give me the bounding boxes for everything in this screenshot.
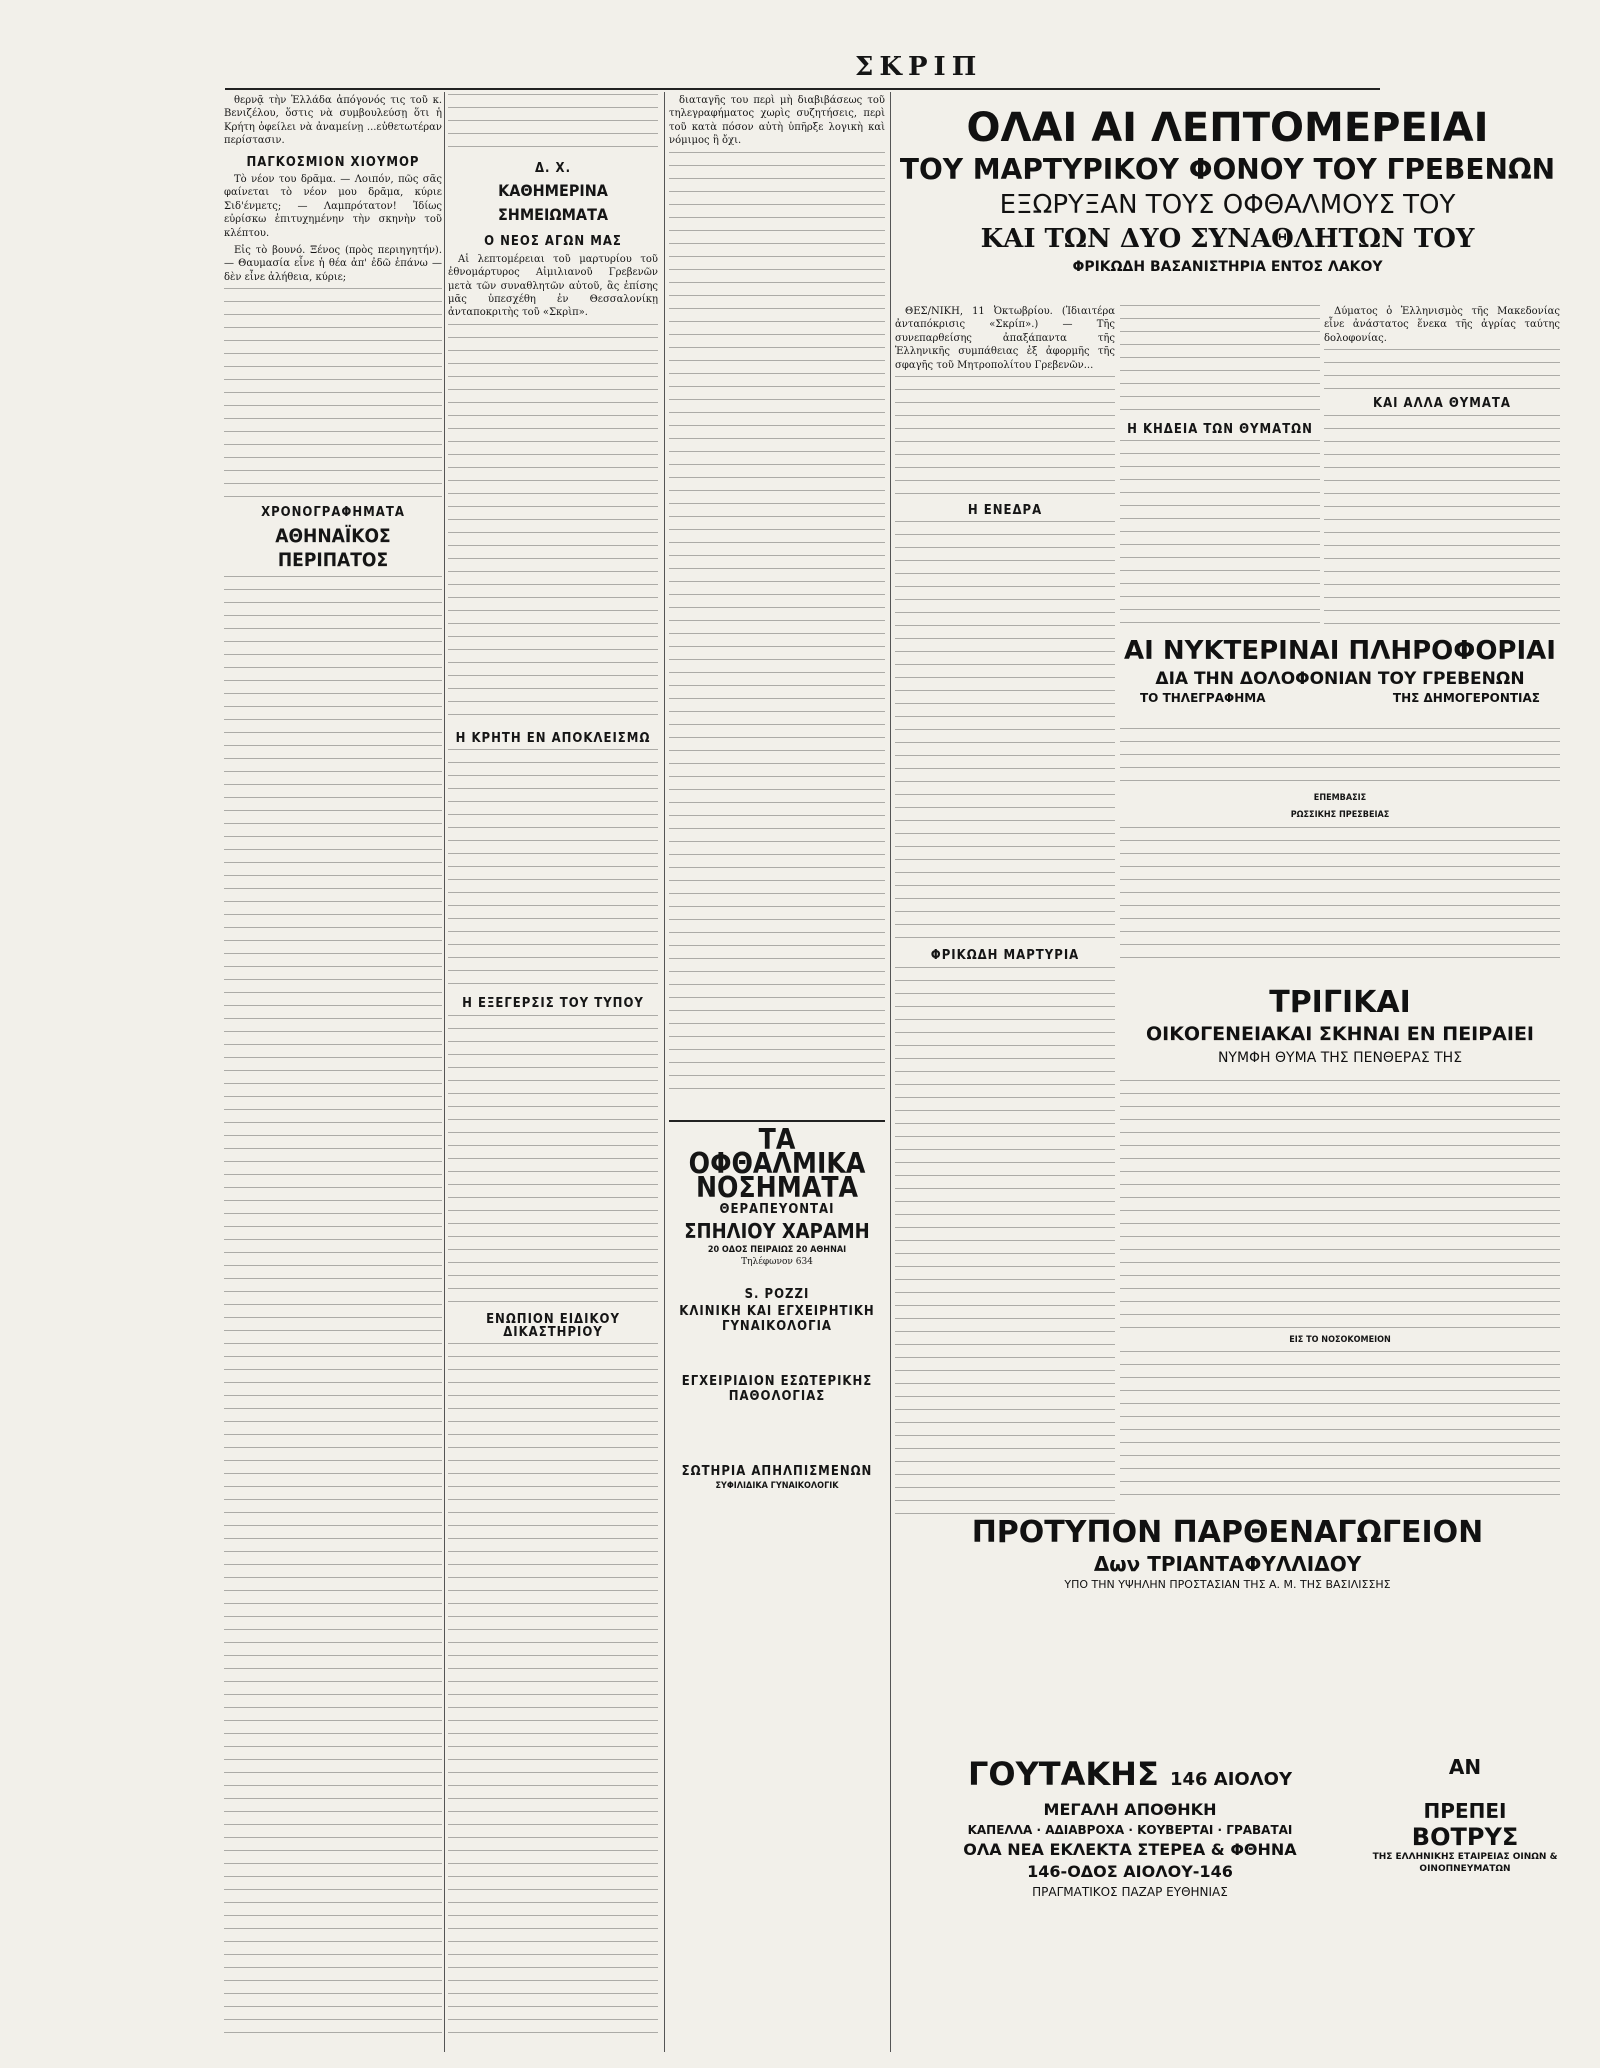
subheading: ΕΠΕΜΒΑΣΙΣ xyxy=(1313,793,1367,803)
article-headline: Η ΕΞΕΓΕΡΣΙΣ ΤΟΥ ΤΥΠΟΥ xyxy=(462,996,644,1012)
article-text: Τὸ νέον του δρᾶμα. — Λοιπόν, πῶς σᾶς φαίνεται τὸ νέον μου δρᾶμα, κύριε Σιδ'ένμετς; — Λαμπρότατον! Ἰδίως εὐρίσκω ἐπιτυχημένην τὴν σκηνὴν τοῦ κλέπτου. xyxy=(224,174,442,239)
text-block xyxy=(895,376,1115,496)
text-block xyxy=(1120,1351,1560,1500)
text-block xyxy=(448,94,658,154)
ad-address: 20 ΟΔΟΣ ΠΕΙΡΑΙΩΣ 20 ΑΘΗΝΑΙ xyxy=(707,1245,847,1255)
subheading: Η ΕΝΕΔΡΑ xyxy=(967,503,1043,519)
masthead: ΣΚΡΙΠ xyxy=(855,52,983,82)
section-heading: ΚΑΘΗΜΕΡΙΝΑ ΣΗΜΕΙΩΜΑΤΑ xyxy=(497,181,609,225)
banner-line: ΑΙ ΝΥΚΤΕΡΙΝΑΙ ΠΛΗΡΟΦΟΡΙΑΙ xyxy=(1124,636,1556,666)
text-block xyxy=(1120,827,1560,958)
column-divider xyxy=(444,92,445,2052)
ad-subtitle: ΘΕΡΑΠΕΥΟΝΤΑΙ xyxy=(719,1202,835,1217)
eye-clinic-ad xyxy=(669,1120,885,1493)
front-banner xyxy=(895,104,1560,278)
column-1 xyxy=(224,94,442,2044)
banner-line: ΤΟΥ ΜΑΡΤΥΡΙΚΟΥ ΦΟΝΟΥ ΤΟΥ ΓΡΕΒΕΝΩΝ xyxy=(899,153,1556,186)
text-block xyxy=(1120,1080,1560,1330)
article-headline: Η ΚΡΗΤΗ ΕΝ ΑΠΟΚΛΕΙΣΜΩ xyxy=(455,730,651,746)
banner-line: ΤΡΙΓΙΚΑΙ xyxy=(1269,985,1411,1020)
subheading: ΦΡΙΚΩΔΗ ΜΑΡΤΥΡΙΑ xyxy=(930,948,1080,964)
column-night-news xyxy=(1120,728,1560,958)
ad-line: 146-ΟΔΟΣ ΑΙΟΛΟΥ-146 xyxy=(1027,1862,1233,1881)
piraeus-banner xyxy=(1120,985,1560,1069)
section-heading: ΠΑΓΚΟΣΜΙΟΝ ΧΙΟΥΜΟΡ xyxy=(246,154,420,170)
ad-line: ΑΝ xyxy=(1448,1755,1482,1779)
book-title: ΚΛΙΝΙΚΗ ΚΑΙ ΕΓΧΕΙΡΗΤΙΚΗ ΓΥΝΑΙΚΟΛΟΓΙΑ xyxy=(679,1304,875,1334)
banner-line: ΟΛΑΙ ΑΙ ΛΕΠΤΟΜΕΡΕΙΑΙ xyxy=(966,105,1489,151)
banner-line: ΦΡΙΚΩΔΗ ΒΑΣΑΝΙΣΤΗΡΙΑ ΕΝΤΟΣ ΛΑΚΟΥ xyxy=(1072,259,1383,275)
article-text: Αἱ λεπτομέρειαι τοῦ μαρτυρίου τοῦ ἐθνομάρτυρος Αἰμιλιανοῦ Γρεβενῶν μετὰ τῶν συναθλητῶν αὐτοῦ, ἃς ἐπίσης μᾶς ὑπεσχέθη ἐν Θεσσαλονίκῃ ἀνταποκριτὴς τοῦ «Σκρὶπ». xyxy=(448,253,658,319)
banner-line: ΝΥΜΦΗ ΘΥΜΑ ΤΗΣ ΠΕΝΘΕΡΑΣ ΤΗΣ xyxy=(1217,1050,1463,1066)
text-block xyxy=(669,152,885,1094)
book-author: S. POZZI xyxy=(744,1287,810,1302)
text-block xyxy=(224,288,442,498)
ad-phone: Τηλέφωνον 634 xyxy=(741,1257,813,1267)
subheading: ΚΑΙ ΑΛΛΑ ΘΥΜΑΤΑ xyxy=(1373,396,1511,412)
text-block xyxy=(1120,728,1560,788)
book-title: ΕΓΧΕΙΡΙΔΙΟΝ ΕΣΩΤΕΡΙΚΗΣ ΠΑΘΟΛΟΓΙΑΣ xyxy=(681,1374,873,1404)
subheading: Η ΚΗΔΕΙΑ ΤΩΝ ΘΥΜΑΤΩΝ xyxy=(1127,422,1313,437)
subheading: ΡΩΣΣΙΚΗΣ ΠΡΕΣΒΕΙΑΣ xyxy=(1290,810,1390,821)
text-block xyxy=(1120,305,1320,415)
section-heading: ΧΡΟΝΟΓΡΑΦΗΜΑΤΑ xyxy=(261,505,405,521)
ad-line: ΠΡΕΠΕΙ xyxy=(1423,1799,1507,1823)
night-news-banner xyxy=(1120,635,1560,705)
article-text: θερνᾷ τὴν Ἑλλάδα ἀπόγονός τις τοῦ κ. Βενιζέλου, ὅστις νὰ συμβουλεύσῃ ὅτι ἡ Κρήτη ὀφείλει νὰ ἀναμείνῃ ...εὐθετωτέραν περίστασιν. xyxy=(224,95,442,147)
column-6 xyxy=(1324,305,1560,625)
article-headline: Ο ΝΕΟΣ ΑΓΩΝ ΜΑΣ xyxy=(484,234,622,250)
book-title: ΣΩΤΗΡΙΑ ΑΠΗΛΠΙΣΜΕΝΩΝ xyxy=(681,1464,873,1479)
column-3 xyxy=(669,94,885,1094)
ad-line: ΓΟΥΤΑΚΗΣ 146 ΑΙΟΛΟΥ xyxy=(968,1755,1292,1793)
banner-line: ΔΙΑ ΤΗΝ ΔΟΛΟΦΟΝΙΑΝ ΤΟΥ ΓΡΕΒΕΝΩΝ xyxy=(1155,669,1525,689)
book-subtitle: ΣΥΦΙΛΙΔΙΚΑ ΓΥΝΑΙΚΟΛΟΓΙΚ xyxy=(715,1481,839,1491)
article-text: διαταγῆς του περὶ μὴ διαβιβάσεως τοῦ τηλεγραφήματος χωρὶς συζητήσεις, περὶ τοῦ κατὰ πόσον αὐτὴ ὑπῆρξε λογικὴ καὶ νόμιμος ἢ ὄχι. xyxy=(669,95,885,147)
ad-title: ΤΑ ΟΦΘΑΛΜΙΚΑ ΝΟΣΗΜΑΤΑ xyxy=(688,1123,866,1204)
subheading: ΤΟ ΤΗΛΕΓΡΑΦΗΜΑ xyxy=(1140,691,1266,705)
ad-line: ΠΡΑΓΜΑΤΙΚΟΣ ΠΑΖΑΡ ΕΥΘΗΝΙΑΣ xyxy=(1032,1885,1228,1899)
text-block xyxy=(1120,440,1320,625)
column-piraeus xyxy=(1120,1080,1560,1500)
article-text: ΘΕΣ/ΝΙΚΗ, 11 Ὀκτωβρίου. (Ἰδιαιτέρα ἀνταπόκρισις «Σκρίπ».) — Τῆς συνεπαρθείσης ἀπαξάπαντα τῆς Ἑλληνικῆς συμπάθειας ἐξ ἀφορμῆς τῆς σφαγῆς τοῦ Μητροπολίτου Γρεβενῶν... xyxy=(895,306,1115,371)
ad-line: ΚΑΠΕΛΛΑ · ΑΔΙΑΒΡΟΧΑ · ΚΟΥΒΕΡΤΑΙ · ΓΡΑΒΑΤΑΙ xyxy=(967,1823,1293,1837)
column-2 xyxy=(448,94,658,2044)
column-divider xyxy=(890,92,891,2052)
article-text: Δύματος ὁ Ἑλληνισμὸς τῆς Μακεδονίας εἶνε ἀνάστατος ἕνεκα τῆς ἀγρίας ταύτης δολοφονίας. xyxy=(1324,306,1560,344)
top-rule xyxy=(225,88,1380,90)
signature: Δ. Χ. xyxy=(534,161,572,176)
article-headline: ΑΘΗΝΑΪΚΟΣ ΠΕΡΙΠΑΤΟΣ xyxy=(275,524,391,571)
banner-line: ΕΞΩΡΥΞΑΝ ΤΟΥΣ ΟΦΘΑΛΜΟΥΣ ΤΟΥ xyxy=(999,190,1456,220)
text-block xyxy=(448,324,658,724)
column-divider xyxy=(664,92,665,2052)
text-block xyxy=(448,1015,658,1305)
school-ad xyxy=(895,1515,1560,1593)
text-block xyxy=(224,576,442,2044)
ad-line: ΠΡΟΤΥΠΟΝ ΠΑΡΘΕΝΑΓΩΓΕΙΟΝ xyxy=(971,1515,1484,1550)
ad-line: Δων ΤΡΙΑΝΤΑΦΥΛΛΙΔΟΥ xyxy=(1093,1552,1362,1576)
botrys-ad xyxy=(1370,1755,1560,1875)
text-block xyxy=(1324,415,1560,625)
column-4 xyxy=(895,305,1115,1515)
article-headline: ΕΝΩΠΙΟΝ ΕΙΔΙΚΟΥ ΔΙΚΑΣΤΗΡΙΟΥ xyxy=(486,1311,620,1341)
ad-line: ΤΗΣ ΕΛΛΗΝΙΚΗΣ ΕΤΑΙΡΕΙΑΣ ΟΙΝΩΝ & ΟΙΝΟΠΝΕΥΜΑΤΩΝ xyxy=(1372,1852,1558,1874)
column-5 xyxy=(1120,305,1320,625)
banner-line: ΚΑΙ ΤΩΝ ΔΥΟ ΣΥΝΑΘΛΗΤΩΝ ΤΟΥ xyxy=(980,224,1475,254)
article-text: Εἰς τὸ βουνό. Ξένος (πρὸς περιηγητήν). — Θαυμασία εἶνε ἡ θέα ἀπ' ἐδῶ ἐπάνω — δὲν εἶνε ἀλήθεια, κύριε; xyxy=(224,245,442,283)
ad-line: ΒΟΤΡΥΣ xyxy=(1411,1823,1519,1851)
text-block xyxy=(448,749,658,989)
text-block xyxy=(895,521,1115,941)
banner-line: ΟΙΚΟΓΕΝΕΙΑΚΑΙ ΣΚΗΝΑΙ ΕΝ ΠΕΙΡΑΙΕΙ xyxy=(1145,1023,1535,1045)
subheading: ΤΗΣ ΔΗΜΟΓΕΡΟΝΤΙΑΣ xyxy=(1392,691,1540,705)
text-block xyxy=(895,967,1115,1515)
subheading: ΕΙΣ ΤΟ ΝΟΣΟΚΟΜΕΙΟΝ xyxy=(1289,1335,1391,1345)
ad-doctor: ΣΠΗΛΙΟΥ ΧΑΡΑΜΗ xyxy=(684,1219,870,1243)
ad-line: ΥΠΟ ΤΗΝ ΥΨΗΛΗΝ ΠΡΟΣΤΑΣΙΑΝ ΤΗΣ Α. Μ. ΤΗΣ ΒΑΣΙΛΙΣΣΗΣ xyxy=(1064,1578,1391,1591)
ad-line: ΟΛΑ ΝΕΑ ΕΚΛΕΚΤΑ ΣΤΕΡΕΑ & ΦΘΗΝΑ xyxy=(963,1840,1297,1859)
goutakis-ad xyxy=(895,1755,1365,1901)
text-block xyxy=(448,1343,658,2044)
text-block xyxy=(1324,349,1560,389)
ad-line: ΜΕΓΑΛΗ ΑΠΟΘΗΚΗ xyxy=(1043,1800,1217,1819)
